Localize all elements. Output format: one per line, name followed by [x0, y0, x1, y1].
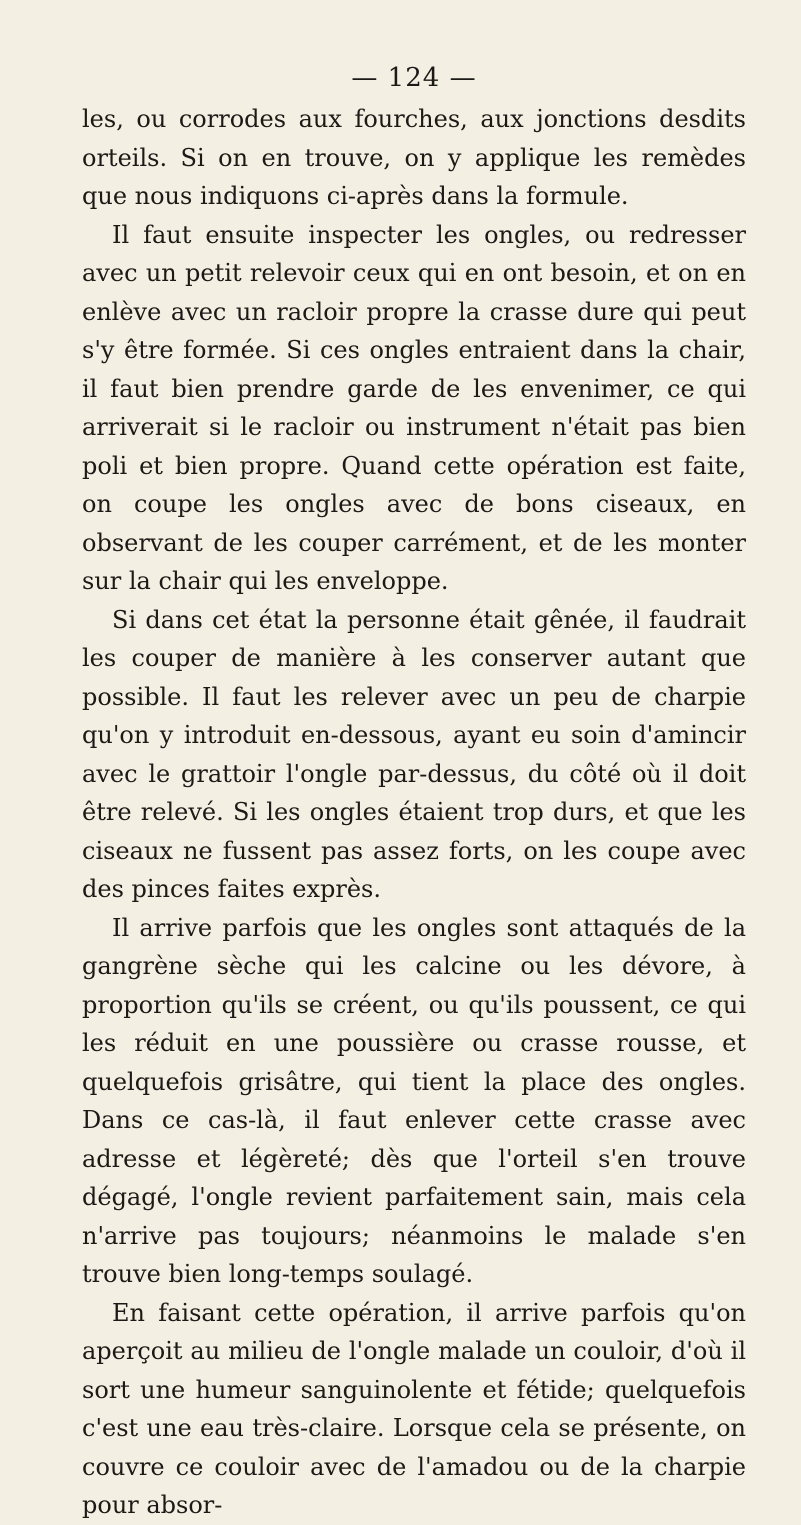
page-number: — 124 — — [351, 63, 477, 93]
body-text — [82, 100, 746, 1525]
paragraph-continuation: les, ou corrodes aux fourches, aux jonctions desdits orteils. Si on en trouve, on y applique les remèdes que nous indiquons ci-après dans la formule. — [82, 105, 746, 210]
paragraph-cut-nails: Si dans cet état la personne était gênée, il faudrait les couper de manière à les conserver autant que possible. Il faut les relever avec un peu de charpie qu'on y introduit en-dessous, ayant eu soin d'amincir avec le grattoir l'ongle par-dessus, du côté où il doit être relevé. Si les ongles étaient trop durs, et que les ciseaux ne fussent pas assez forts, on les coupe avec des pinces faites exprès. — [82, 605, 746, 903]
paragraph-inspect-nails: Il faut ensuite inspecter les ongles, ou redresser avec un petit relevoir ceux qui en ont besoin, et on en enlève avec un racloir propre la crasse dure qui peut s'y être formée. Si ces ongles entraient dans la chair, il faut bien prendre garde de les envenimer, ce qui arriverait si le racloir ou instrument n'était pas bien poli et bien propre. Quand cette opération est faite, on coupe les ongles avec de bons ciseaux, en observant de les couper carrément, et de les monter sur la chair qui les enveloppe. — [82, 220, 746, 595]
paragraph-operation: En faisant cette opération, il arrive parfois qu'on aperçoit au milieu de l'ongle malade un couloir, d'où il sort une humeur sanguinolente et fétide; quelquefois c'est une eau très-claire. Lorsque cela se présente, on couvre ce couloir avec de l'amadou ou de la charpie pour absor- — [82, 1298, 746, 1519]
paragraph-gangrene: Il arrive parfois que les ongles sont attaqués de la gangrène sèche qui les calcine ou les dévore, à proportion qu'ils se créent, ou qu'ils poussent, ce qui les réduit en une poussière ou crasse rousse, et quelquefois grisâtre, qui tient la place des ongles. Dans ce cas-là, il faut enlever cette crasse avec adresse et légèreté; dès que l'orteil s'en trouve dégagé, l'ongle revient parfaitement sain, mais cela n'arrive pas toujours; néanmoins le malade s'en trouve bien long-temps soulagé. — [82, 913, 746, 1288]
